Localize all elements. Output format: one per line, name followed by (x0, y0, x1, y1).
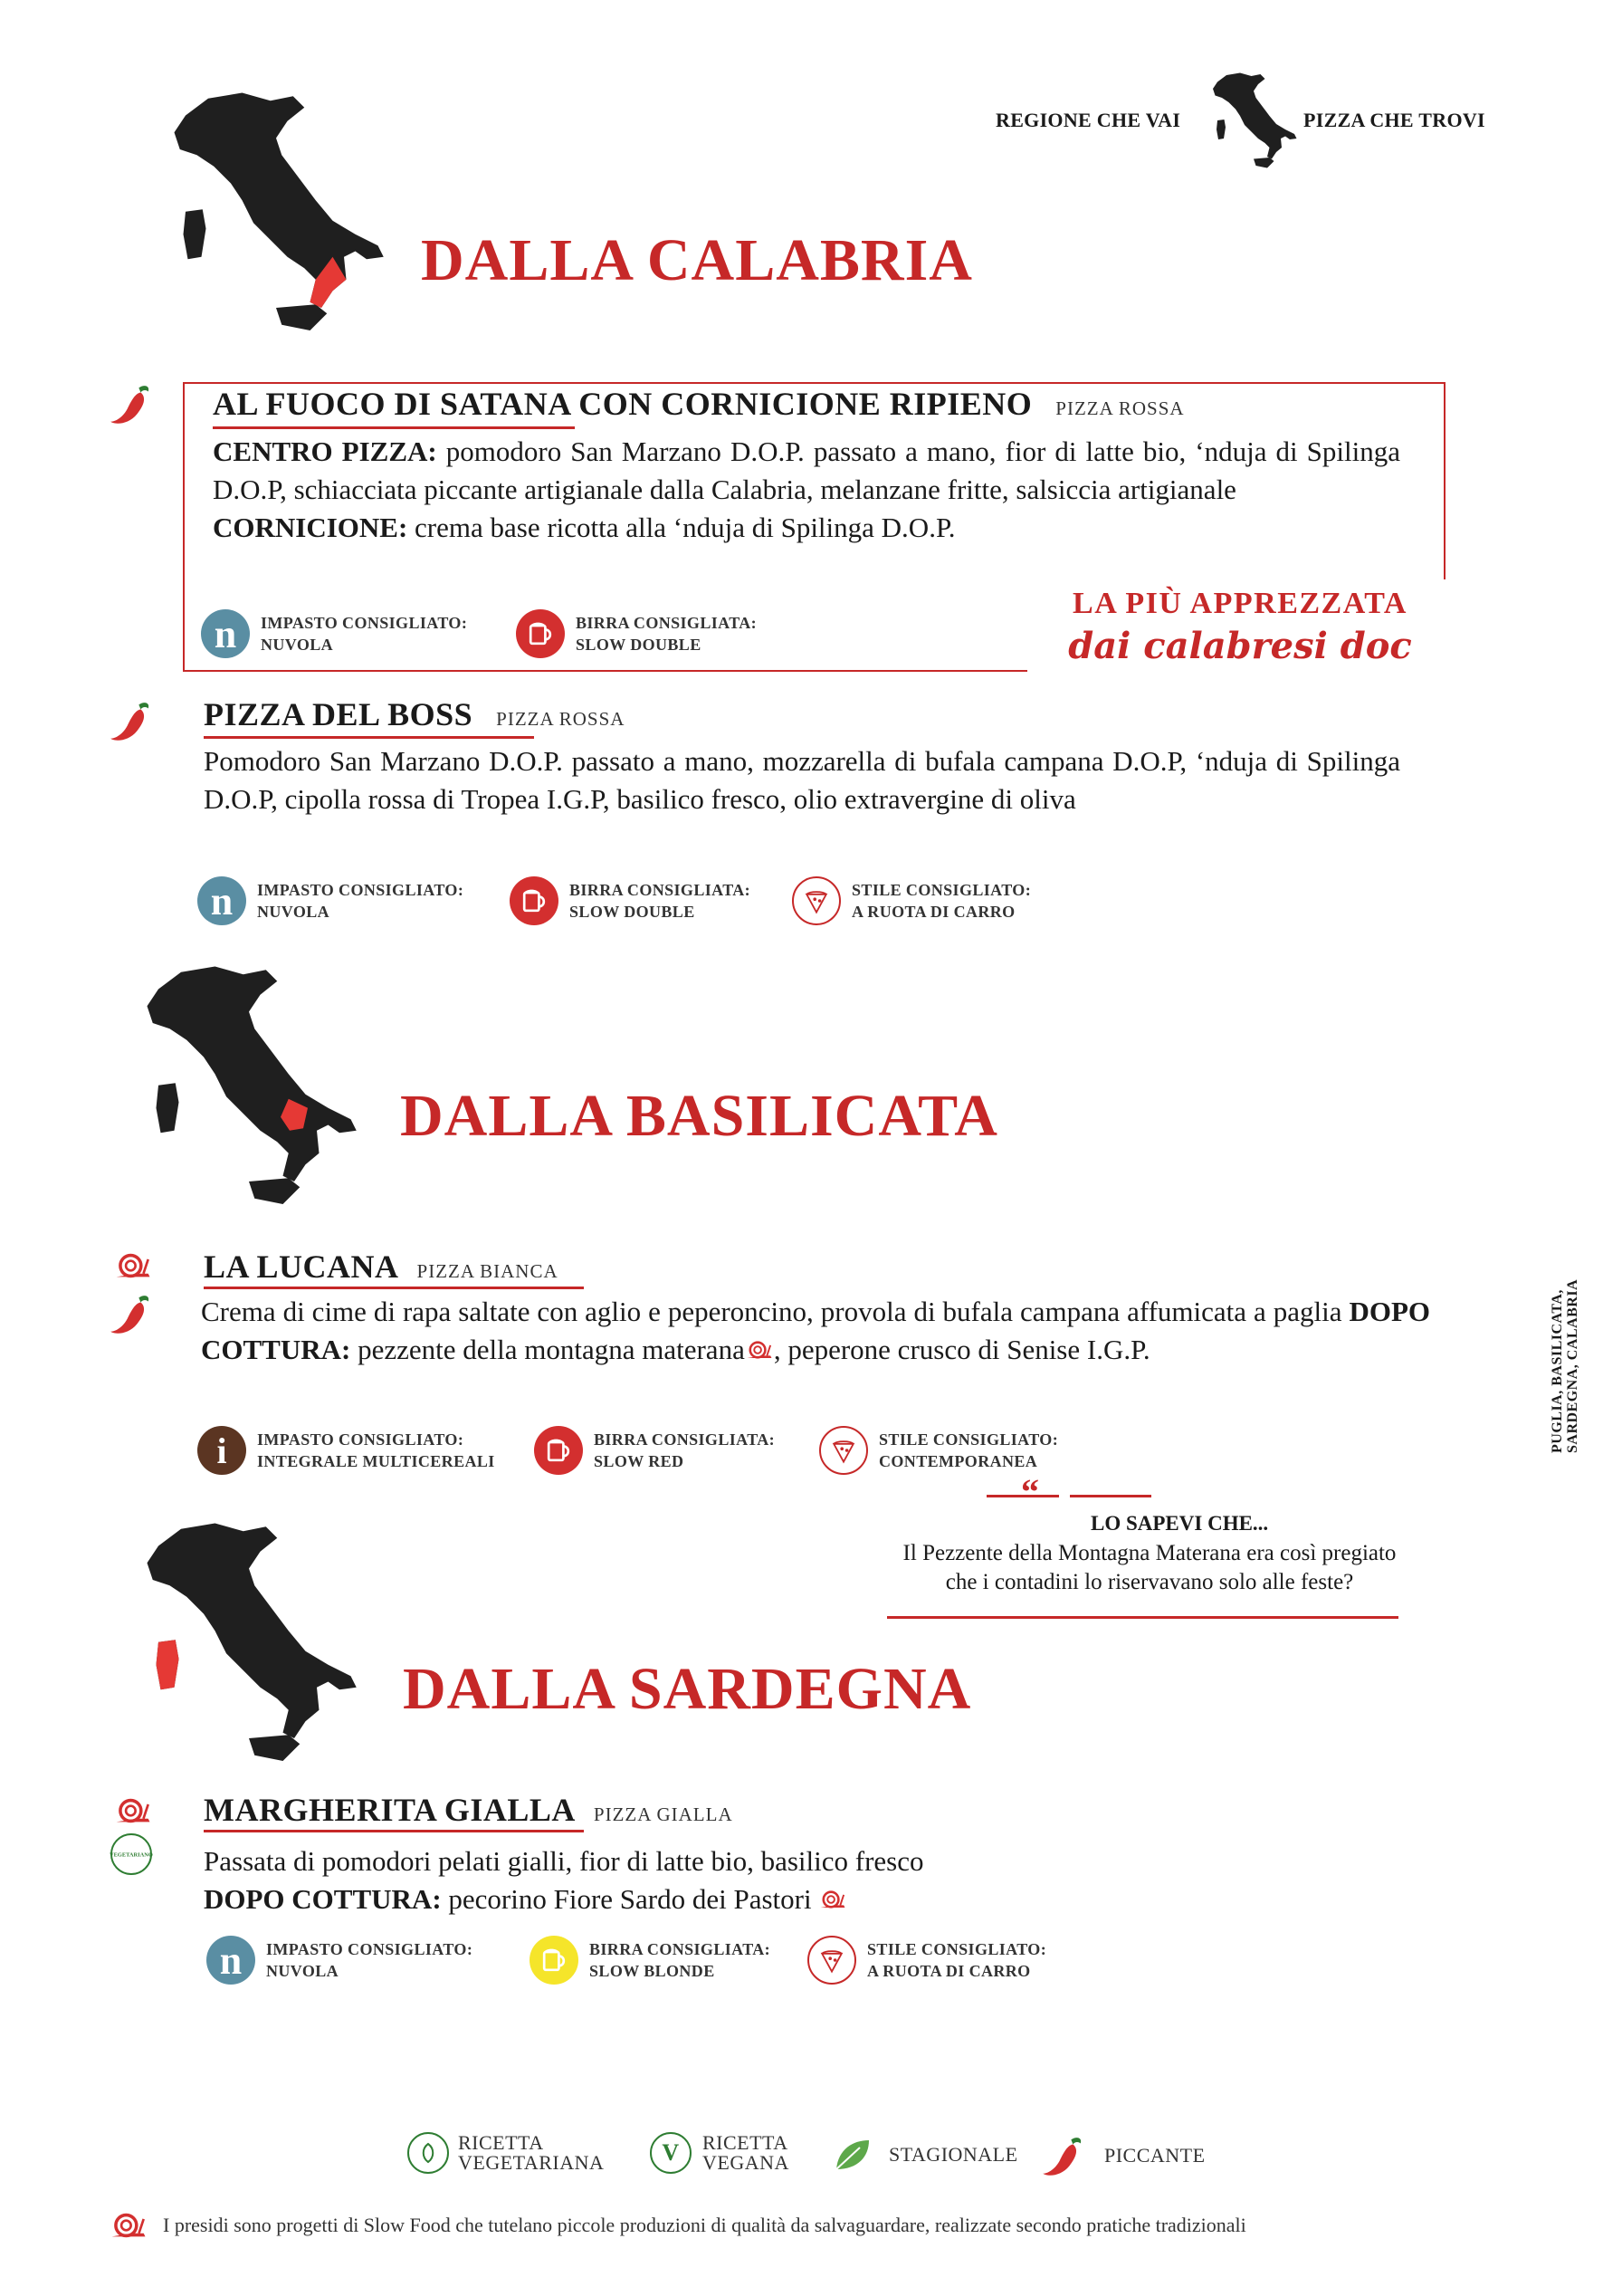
section-title-sardegna: DALLA SARDEGNA (403, 1656, 972, 1722)
birra-label: BIRRA CONSIGLIATA: (576, 614, 758, 632)
birra-badge (510, 876, 750, 925)
pizza-slice-icon (792, 876, 841, 925)
italy-map-icon (1208, 71, 1299, 175)
beer-icon (534, 1426, 583, 1475)
pizza-name: PIZZA DEL BOSS (204, 696, 473, 732)
vegetarian-badge-icon (110, 1833, 152, 1875)
chili-icon (107, 1290, 154, 1337)
birra-label: BIRRA CONSIGLIATA: (594, 1430, 776, 1449)
slow-food-snail-icon (113, 1249, 153, 1282)
legend-veg-line1: RICETTA (458, 2131, 544, 2154)
vegetarian-badge-icon (407, 2132, 449, 2174)
label-cornicione: CORNICIONE: (213, 512, 408, 543)
desc-part-a: Crema di cime di rapa saltate con aglio e peperoncino, provola di bufala campana affumicata a paglia (201, 1296, 1350, 1327)
apprezzata-callout (1027, 579, 1453, 684)
pizza-description (201, 1293, 1430, 1369)
pizza-description: Pomodoro San Marzano D.O.P. passato a mano, mozzarella di bufala campana D.O.P, ‘nduja di Spilinga D.O.P, cipolla rossa di Tropea I.G.P, basilico fresco, olio extravergine di oliva (204, 745, 1400, 815)
beer-icon (516, 609, 565, 658)
italy-map-calabria-icon (163, 86, 389, 349)
section-title-basilicata: DALLA BASILICATA (400, 1083, 998, 1149)
name-underline (204, 1830, 584, 1832)
legend-stagionale-label: STAGIONALE (889, 2143, 1018, 2166)
footer-note: I presidi sono progetti di Slow Food che tutelano piccole produzioni di qualità da salvaguardare, realizzate secondo pratiche tradizionali (163, 2214, 1246, 2236)
pizza-slice-icon (819, 1426, 868, 1475)
italy-map-sardegna-icon (136, 1516, 362, 1779)
desc-dopo: pecorino Fiore Sardo dei Pastori (441, 1883, 812, 1915)
legend-vegan-line1: RICETTA (702, 2131, 788, 2154)
apprezzata-bottom: dai calabresi doc (1068, 625, 1412, 667)
name-underline (213, 426, 575, 429)
desc-part-c: , peperone crusco di Senise I.G.P. (773, 1334, 1150, 1365)
birra-label: BIRRA CONSIGLIATA: (589, 1940, 771, 1958)
stile-value: A RUOTA DI CARRO (867, 1962, 1031, 1980)
stile-value: A RUOTA DI CARRO (852, 903, 1016, 921)
impasto-value: NUVOLA (257, 903, 330, 921)
label-dopo-cottura: DOPO COTTURA: (204, 1883, 442, 1915)
pizza-type: PIZZA ROSSA (1055, 397, 1185, 419)
impasto-label: IMPASTO CONSIGLIATO: (266, 1940, 473, 1958)
italy-map-basilicata-icon (136, 960, 362, 1222)
impasto-value: NUVOLA (261, 636, 334, 654)
birra-value: SLOW DOUBLE (569, 903, 695, 921)
pizza-name: LA LUCANA (204, 1248, 399, 1285)
impasto-badge (197, 876, 463, 925)
pizza-type: PIZZA GIALLA (593, 1803, 733, 1825)
slow-food-snail-icon (109, 2209, 148, 2242)
impasto-badge (197, 1426, 495, 1475)
desc-part-b: pezzente della montagna materana (350, 1334, 745, 1365)
sapevi-text (842, 1539, 1457, 1597)
slow-food-snail-icon (745, 1338, 774, 1362)
leaf-icon (833, 2137, 873, 2173)
legend-piccante-label: PICCANTE (1104, 2144, 1206, 2167)
apprezzata-top: LA PIÙ APPREZZATA (1073, 587, 1407, 620)
pizza-description (213, 433, 1400, 547)
pizza-description (204, 1842, 1417, 1918)
impasto-badge (206, 1936, 472, 1985)
stile-badge (819, 1426, 1058, 1475)
impasto-value: NUVOLA (266, 1962, 339, 1980)
header-left-tag: REGIONE CHE VAI (996, 109, 1181, 131)
pizza-name: AL FUOCO DI SATANA CON CORNICIONE RIPIENO (213, 386, 1033, 422)
impasto-nuvola-icon: n (201, 609, 250, 658)
pizza-slice-icon (807, 1936, 856, 1985)
slow-food-snail-icon (113, 1794, 153, 1827)
legend-piccante (1039, 2132, 1206, 2179)
impasto-value: INTEGRALE MULTICEREALI (257, 1452, 495, 1470)
quote-icon: “ (1021, 1471, 1039, 1512)
birra-value: SLOW RED (594, 1452, 684, 1470)
veg-badge-text: VEGETARIANO (110, 1851, 153, 1858)
label-centro: CENTRO PIZZA: (213, 435, 437, 467)
birra-value: SLOW DOUBLE (576, 636, 701, 654)
legend-vegana (650, 2132, 789, 2174)
vegan-badge-icon: V (650, 2132, 692, 2174)
sapevi-title: LO SAPEVI CHE... (1091, 1512, 1269, 1535)
pizza-type: PIZZA BIANCA (416, 1260, 558, 1282)
impasto-nuvola-icon: n (197, 876, 246, 925)
stile-badge (792, 876, 1031, 925)
sapevi-rule-bottom (887, 1616, 1398, 1619)
impasto-badge (201, 609, 467, 658)
legend-vegan-line2: VEGANA (702, 2151, 789, 2174)
legend-veg-line2: VEGETARIANA (458, 2151, 605, 2174)
birra-badge (530, 1936, 770, 1985)
impasto-label: IMPASTO CONSIGLIATO: (257, 1430, 464, 1449)
stile-badge (807, 1936, 1046, 1985)
birra-badge (534, 1426, 775, 1475)
header-right-tag: PIZZA CHE TROVI (1303, 109, 1485, 131)
legend-stagionale (833, 2137, 1018, 2173)
stile-label: STILE CONSIGLIATO: (879, 1430, 1059, 1449)
impasto-integrale-icon: i (197, 1426, 246, 1475)
side-label-line1: PUGLIA, BASILICATA, (1550, 1289, 1565, 1453)
sapevi-rule-top-right (1070, 1495, 1151, 1497)
impasto-label: IMPASTO CONSIGLIATO: (261, 614, 468, 632)
stile-label: STILE CONSIGLIATO: (867, 1940, 1047, 1958)
name-underline (204, 736, 534, 739)
slow-food-snail-icon (818, 1888, 847, 1911)
chili-icon (107, 697, 154, 744)
stile-value: CONTEMPORANEA (879, 1452, 1038, 1470)
sapevi-line1: Il Pezzente della Montagna Materana era così pregiato (902, 1541, 1397, 1565)
text-cornicione: crema base ricotta alla ‘nduja di Spilinga D.O.P. (407, 512, 956, 543)
pizza-type: PIZZA ROSSA (496, 708, 625, 730)
impasto-nuvola-icon: n (206, 1936, 255, 1985)
legend-vegetariana (407, 2132, 604, 2174)
birra-label: BIRRA CONSIGLIATA: (569, 881, 751, 899)
chili-icon (107, 380, 154, 427)
pizza-name: MARGHERITA GIALLA (204, 1792, 576, 1828)
beer-icon (510, 876, 558, 925)
text-centro: pomodoro San Marzano D.O.P. passato a mano, fior di latte bio, ‘nduja di Spilinga D.O.P, schiacciata piccante artigianale dalla Calabria, melanzane fritte, salsiccia artigianale (213, 435, 1400, 505)
beer-icon (530, 1936, 578, 1985)
side-label-line2: SARDEGNA, CALABRIA (1565, 1278, 1580, 1453)
birra-badge (516, 609, 757, 658)
impasto-label: IMPASTO CONSIGLIATO: (257, 881, 464, 899)
sapevi-line2: che i contadini lo riservavano solo alle feste? (945, 1570, 1354, 1594)
label-dopo-cottura: DOPO COTTURA: (201, 1296, 1430, 1365)
desc-line1: Passata di pomodori pelati gialli, fior di latte bio, basilico fresco (204, 1845, 924, 1877)
side-label (1550, 1263, 1580, 1453)
chili-icon (1039, 2132, 1086, 2179)
birra-value: SLOW BLONDE (589, 1962, 715, 1980)
name-underline (204, 1287, 584, 1289)
section-title-calabria: DALLA CALABRIA (421, 227, 973, 293)
stile-label: STILE CONSIGLIATO: (852, 881, 1032, 899)
